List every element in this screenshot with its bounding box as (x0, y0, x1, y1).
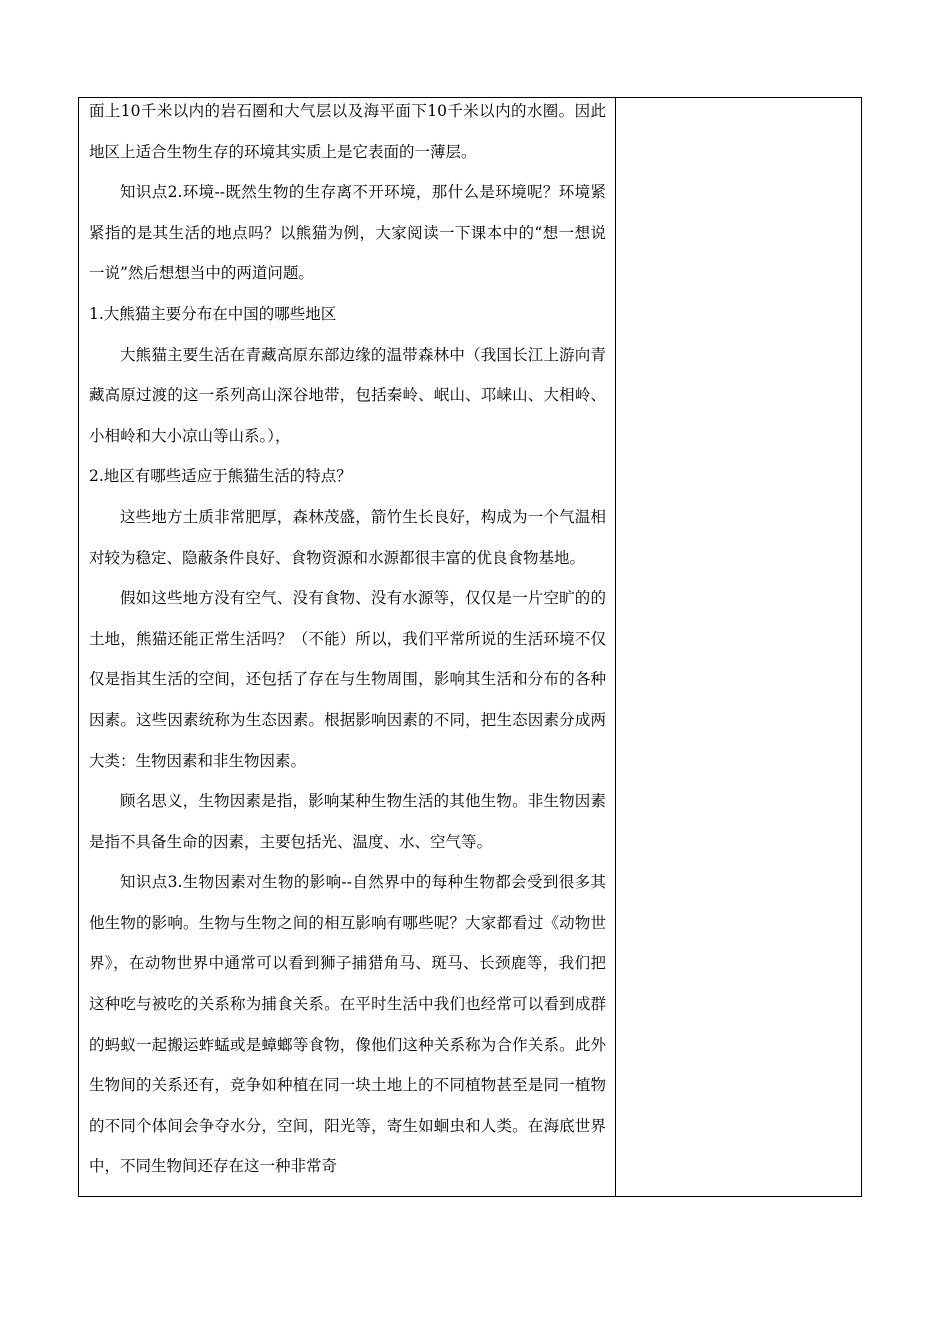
paragraph-environment: 假如这些地方没有空气、没有食物、没有水源等，仅仅是一片空旷的的土地，熊猫还能正常生活吗？（不能）所以，我们平常所说的生活环境不仅仅是指其生活的空间，还包括了存在与生物周围，影响其生活和分布的各种因素。这些因素统称为生态因素。根据影响因素的不同，把生态因素分成两大类：生物因素和非生物因素。 (89, 589, 606, 770)
content-cell (79, 98, 615, 1196)
paragraph-intro: 面上10千米以内的岩石圈和大气层以及海平面下10千米以内的水圈。因此地区上适合生物生存的环境其实质上是它表面的一薄层。 (89, 102, 606, 161)
paragraph-biotic-factors: 顾名思义，生物因素是指，影响某种生物生活的其他生物。非生物因素是指不具备生命的因素，主要包括光、温度、水、空气等。 (89, 792, 606, 851)
lesson-table (78, 97, 862, 1197)
answer-2: 这些地方土质非常肥厚，森林茂盛，箭竹生长良好，构成为一个气温相对较为稳定、隐蔽条件良好、食物资源和水源都很丰富的优良食物基地。 (89, 507, 606, 567)
notes-cell (616, 98, 861, 1196)
question-1: 1.大熊猫主要分布在中国的哪些地区 (89, 304, 337, 323)
answer-1: 大熊猫主要生活在青藏高原东部边缘的温带森林中（我国长江上游向青藏高原过渡的这一系列高山深谷地带，包括秦岭、岷山、邛崃山、大相岭、小相岭和大小凉山等山系。）， (89, 345, 606, 445)
paragraph-knowledge-point-3: 知识点3.生物因素对生物的影响--自然界中的每种生物都会受到很多其他生物的影响。生物与生物之间的相互影响有哪些呢？大家都看过《动物世界》，在动物世界中通常可以看到狮子捕猎角马、斑马、长颈鹿等，我们把这种吃与被吃的关系称为捕食关系。在平时生活中我们也经常可以看到成群的蚂蚁一起搬运蚱蜢或是蟑螂等食物，像他们这种关系称为合作关系。此外生物间的关系还有，竞争如种植在同一块土地上的不同植物甚至是同一植物的不同个体间会争夺水分，空间，阳光等，寄生如蛔虫和人类。在海底世界中，不同生物间还存在这一种非常奇 (89, 873, 606, 1176)
question-2: 2.地区有哪些适应于熊猫生活的特点？ (89, 467, 352, 486)
paragraph-knowledge-point-2: 知识点2.环境--既然生物的生存离不开环境，那什么是环境呢？环境紧紧指的是其生活的地点吗？以熊猫为例，大家阅读一下课本中的“想一想说一说”然后想想当中的两道问题。 (89, 183, 606, 283)
